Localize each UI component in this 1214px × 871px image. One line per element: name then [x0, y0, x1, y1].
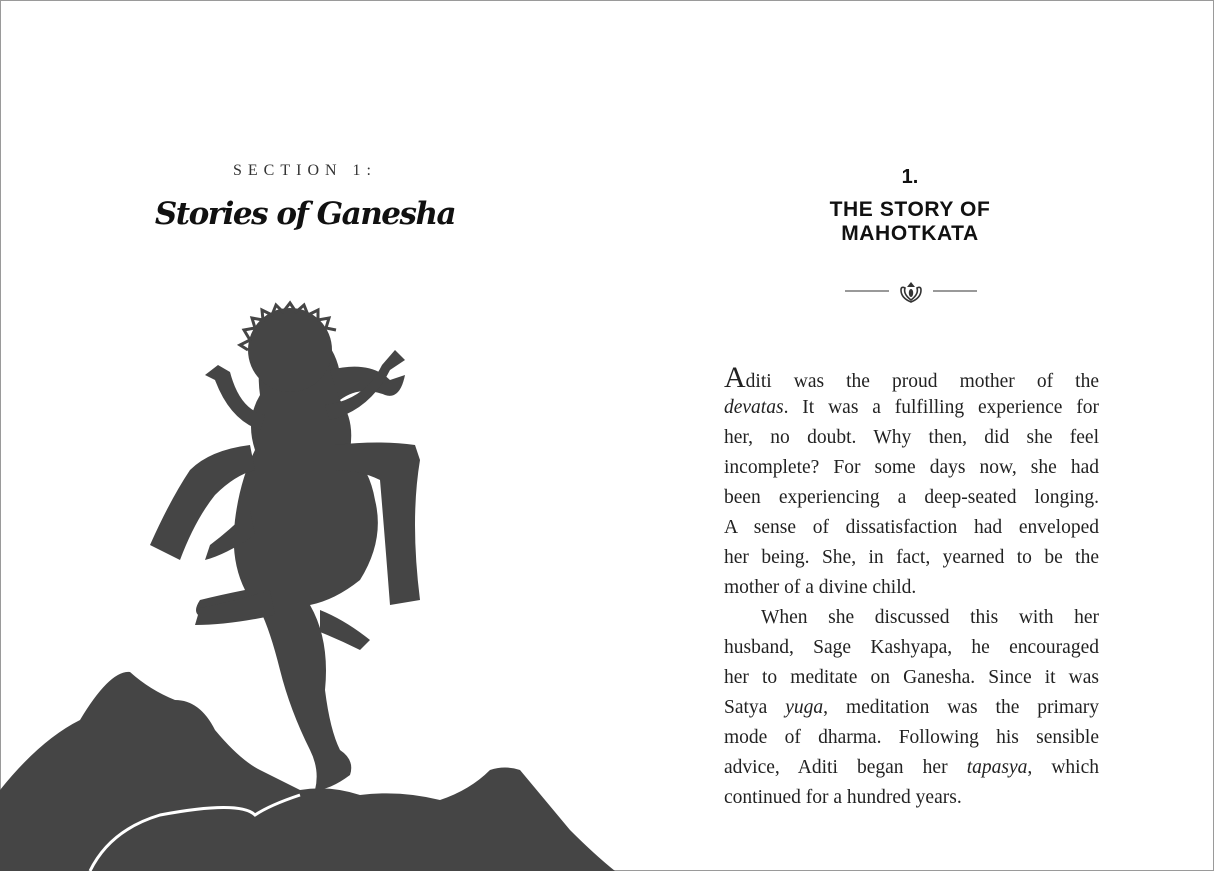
text-line — [724, 633, 1099, 663]
italic-term: devatas — [724, 397, 784, 418]
text-line — [724, 753, 1099, 783]
lotus-divider-icon — [843, 280, 979, 304]
italic-term: yuga — [785, 697, 824, 718]
text-line — [724, 423, 1099, 453]
text-line — [724, 723, 1099, 753]
text-segment: mother of a divine child. — [724, 577, 917, 598]
text-segment: diti was the proud mother of the — [745, 371, 1099, 392]
drop-cap: A — [724, 361, 746, 394]
italic-term: tapasya — [966, 757, 1028, 778]
text-segment: her to meditate on Ganesha. Since it was — [724, 667, 1099, 688]
section-label: SECTION 1: — [233, 162, 377, 179]
text-line — [724, 573, 1099, 603]
text-segment: her being. She, in fact, yearned to be the — [724, 547, 1099, 568]
chapter-number: 1. — [901, 166, 919, 188]
chapter-title: THE STORY OF MAHOTKATA — [829, 198, 991, 245]
text-segment: mode of dharma. Following his sensible — [724, 727, 1099, 748]
text-line — [724, 603, 1099, 633]
text-line — [724, 483, 1099, 513]
text-segment: husband, Sage Kashyapa, he encouraged — [724, 637, 1099, 658]
text-line — [724, 693, 1099, 723]
text-segment: advice, Aditi began her — [724, 757, 967, 778]
chapter-body-text — [724, 363, 1099, 813]
text-segment: . It was a fulfilling experience for — [783, 397, 1099, 418]
text-segment: A sense of dissatisfaction had enveloped — [724, 517, 1099, 538]
text-line — [724, 783, 1099, 813]
sash — [320, 610, 370, 650]
text-line — [724, 453, 1099, 483]
text-line — [724, 663, 1099, 693]
text-segment: When she discussed this with her — [761, 607, 1099, 628]
text-segment: her, no doubt. Why then, did she feel — [724, 427, 1099, 448]
ganesha-illustration — [0, 300, 620, 871]
text-line — [724, 393, 1099, 423]
text-line — [724, 363, 1099, 393]
section-title: Stories of Ganesha — [154, 196, 456, 232]
text-segment: Satya — [724, 697, 786, 718]
text-line — [724, 543, 1099, 573]
text-segment: , which — [1027, 757, 1100, 778]
text-segment: continued for a hundred years. — [724, 787, 962, 808]
text-segment: been experiencing a deep-seated longing. — [724, 487, 1099, 508]
arm-left-upper — [205, 365, 265, 430]
text-segment: incomplete? For some days now, she had — [724, 457, 1099, 478]
text-line — [724, 513, 1099, 543]
text-segment: , meditation was the primary — [823, 697, 1099, 718]
